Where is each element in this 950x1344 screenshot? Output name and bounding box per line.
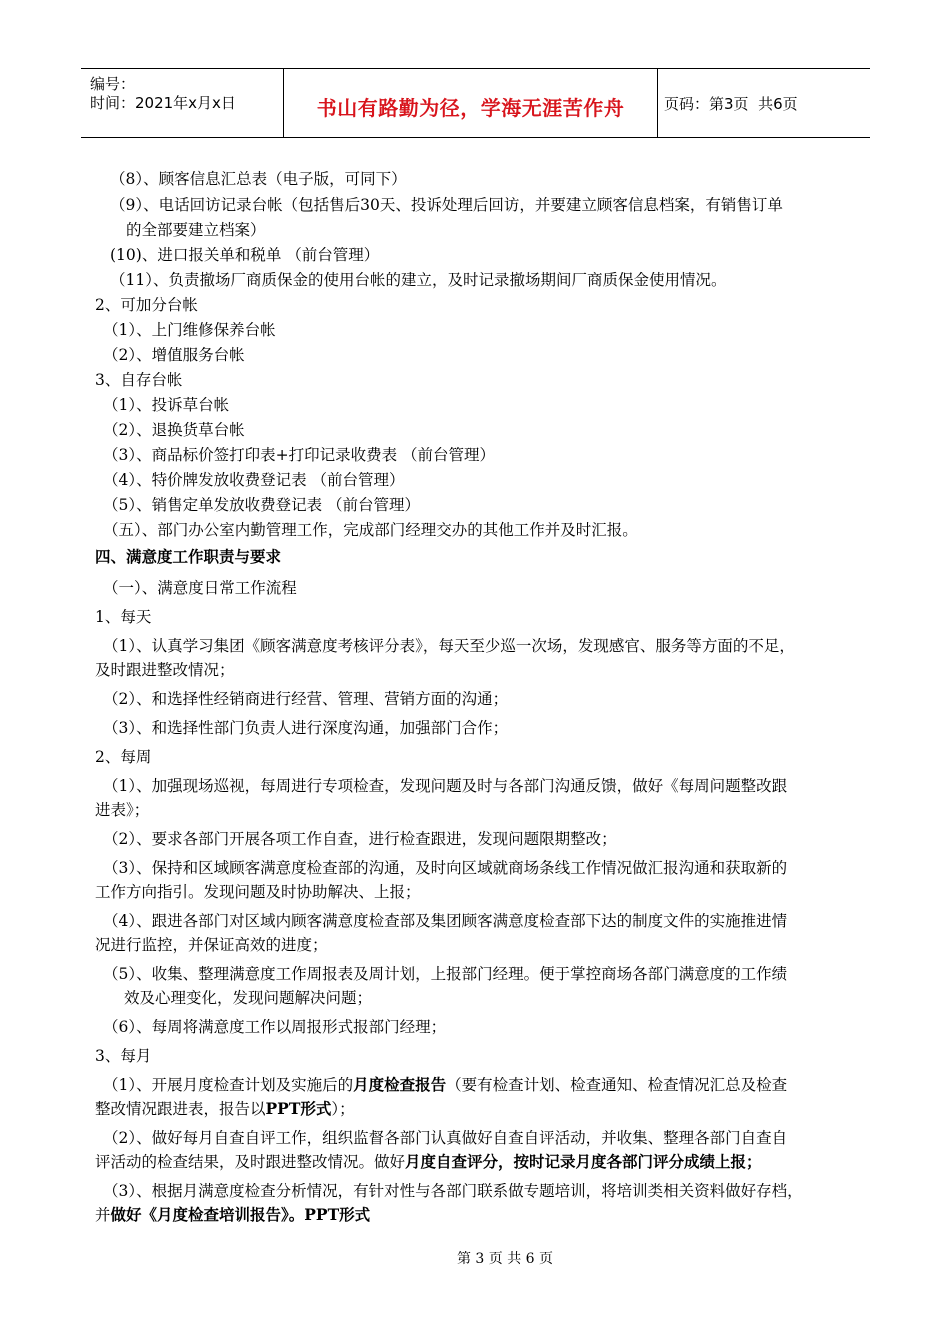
text-span: 工作方向指引。发现问题及时协助解决、上报； xyxy=(95,883,421,901)
text-line xyxy=(103,495,420,515)
text-span: 1、每天 xyxy=(95,608,152,626)
text-span: 整改情况跟进表，报告以 xyxy=(95,1100,266,1118)
text-line xyxy=(95,370,182,390)
bold-text: 做好《月度检查培训报告》。PPT形式 xyxy=(110,1205,371,1224)
text-line xyxy=(95,882,421,902)
page-footer: 第 3 页 共 6 页 xyxy=(456,1251,554,1267)
text-line xyxy=(95,800,149,820)
text-span: （1）、投诉草台帐 xyxy=(103,396,230,414)
bold-text: PPT形式 xyxy=(265,1099,332,1118)
text-line xyxy=(95,547,281,567)
text-span: （2）、做好每月自查自评工作，组织监督各部门认真做好自查自评活动，并收集、整理各部门自查自 xyxy=(103,1129,788,1147)
text-line xyxy=(103,689,508,709)
text-span: （2）、和选择性经销商进行经营、管理、营销方面的沟通； xyxy=(103,690,509,708)
text-line xyxy=(103,320,276,340)
text-line xyxy=(103,911,787,931)
text-span: （要有检查计划、检查通知、检查情况汇总及检查 xyxy=(446,1076,788,1094)
header-page-number: 页码：第3页 共6页 xyxy=(664,95,798,113)
text-span: 效及心理变化，发现问题解决问题； xyxy=(124,989,373,1007)
text-span: （3）、保持和区域顾客满意度检查部的沟通，及时向区域就商场条线工作情况做汇报沟通和获取新的 xyxy=(103,859,788,877)
document-number: 编号： xyxy=(90,75,136,93)
text-span: (10)、进口报关单和税单 （前台管理） xyxy=(110,246,380,264)
text-line xyxy=(110,270,726,290)
text-span: （8）、顾客信息汇总表（电子版，可同下） xyxy=(110,170,407,188)
text-span: 的全部要建立档案） xyxy=(126,221,266,239)
text-span: 2、每周 xyxy=(95,748,152,766)
text-line xyxy=(103,578,297,598)
text-span: （2）、要求各部门开展各项工作自查，进行检查跟进，发现问题限期整改； xyxy=(103,830,617,848)
text-line xyxy=(103,964,787,984)
header-motto-cell xyxy=(284,69,658,137)
text-span: （1）、开展月度检查计划及实施后的 xyxy=(103,1076,354,1094)
header-info-cell xyxy=(81,69,284,137)
text-line xyxy=(95,1046,151,1066)
text-line xyxy=(103,858,787,878)
bold-text: 月度检查报告 xyxy=(353,1075,447,1094)
document-date: 时间：2021年x月x日 xyxy=(90,94,236,112)
text-line xyxy=(95,935,328,955)
text-span: （3）、商品标价签打印表+打印记录收费表 （前台管理） xyxy=(103,446,496,464)
text-line xyxy=(103,345,245,365)
text-span: 3、自存台帐 xyxy=(95,371,183,389)
text-line xyxy=(103,776,787,796)
text-line xyxy=(103,445,495,465)
text-span: （3）、根据月满意度检查分析情况，有针对性与各部门联系做专题培训，将培训类相关资料做好存档， xyxy=(103,1182,803,1200)
text-line xyxy=(103,1075,787,1095)
text-span: （1）、认真学习集团《顾客满意度考核评分表》，每天至少巡一次场，发现感官、服务等方面的不足， xyxy=(103,637,795,655)
text-span: 进表》； xyxy=(95,801,150,819)
text-line xyxy=(103,1128,787,1148)
text-line xyxy=(126,220,266,240)
text-line xyxy=(124,988,372,1008)
text-span: 评活动的检查结果，及时跟进整改情况。做好 xyxy=(95,1153,406,1171)
text-span: （11）、负责撤场厂商质保金的使用台帐的建立，及时记录撤场期间厂商质保金使用情况。 xyxy=(110,271,727,289)
text-line xyxy=(95,1099,355,1119)
text-line xyxy=(110,195,783,215)
text-span: （5）、收集、整理满意度工作周报表及周计划，上报部门经理。便于掌控商场各部门满意度的工作绩 xyxy=(103,965,788,983)
text-line xyxy=(103,520,638,540)
text-span: （4）、跟进各部门对区域内顾客满意度检查部及集团顾客满意度检查部下达的制度文件的实施推进情 xyxy=(103,912,788,930)
text-span: 并 xyxy=(95,1206,111,1224)
text-span: （一）、满意度日常工作流程 xyxy=(103,579,297,597)
text-span: 2、可加分台帐 xyxy=(95,296,198,314)
text-span: （9）、电话回访记录台帐（包括售后30天、投诉处理后回访，并要建立顾客信息档案，有销售订单 xyxy=(110,196,783,214)
text-span: （4）、特价牌发放收费登记表 （前台管理） xyxy=(103,471,405,489)
text-span: （5）、销售定单发放收费登记表 （前台管理） xyxy=(103,496,421,514)
text-line xyxy=(110,245,379,265)
text-line xyxy=(95,660,235,680)
text-line xyxy=(103,420,245,440)
text-span: （2）、退换货草台帐 xyxy=(103,421,245,439)
text-line xyxy=(95,295,198,315)
text-span: 3、每月 xyxy=(95,1047,152,1065)
document-header xyxy=(81,68,870,138)
text-span: （6）、每周将满意度工作以周报形式报部门经理； xyxy=(103,1018,447,1036)
text-line xyxy=(103,1181,803,1201)
text-line xyxy=(103,829,617,849)
text-span: （1）、上门维修保养台帐 xyxy=(103,321,276,339)
text-span: 况进行监控，并保证高效的进度； xyxy=(95,936,328,954)
text-line xyxy=(103,636,795,656)
text-line xyxy=(95,1152,762,1172)
text-line xyxy=(110,169,407,189)
text-span: （3）、和选择性部门负责人进行深度沟通，加强部门合作； xyxy=(103,719,509,737)
text-line xyxy=(95,747,151,767)
bold-text: 四、满意度工作职责与要求 xyxy=(95,547,282,566)
text-span: （五）、部门办公室内勤管理工作，完成部门经理交办的其他工作并及时汇报。 xyxy=(103,521,638,539)
text-span: 及时跟进整改情况； xyxy=(95,661,235,679)
text-line xyxy=(103,395,229,415)
text-span: ）； xyxy=(331,1100,355,1118)
text-line xyxy=(95,1205,370,1225)
text-line xyxy=(95,607,151,627)
text-span: （2）、增值服务台帐 xyxy=(103,346,245,364)
text-line xyxy=(103,718,508,738)
text-span: （1）、加强现场巡视，每周进行专项检查，发现问题及时与各部门沟通反馈，做好《每周问题整改跟 xyxy=(103,777,788,795)
bold-text: 月度自查评分，按时记录月度各部门评分成绩上报； xyxy=(405,1152,762,1171)
motto-text: 书山有路勤为径，学海无涯苦作舟 xyxy=(316,96,625,120)
text-line xyxy=(103,470,405,490)
text-line xyxy=(103,1017,446,1037)
